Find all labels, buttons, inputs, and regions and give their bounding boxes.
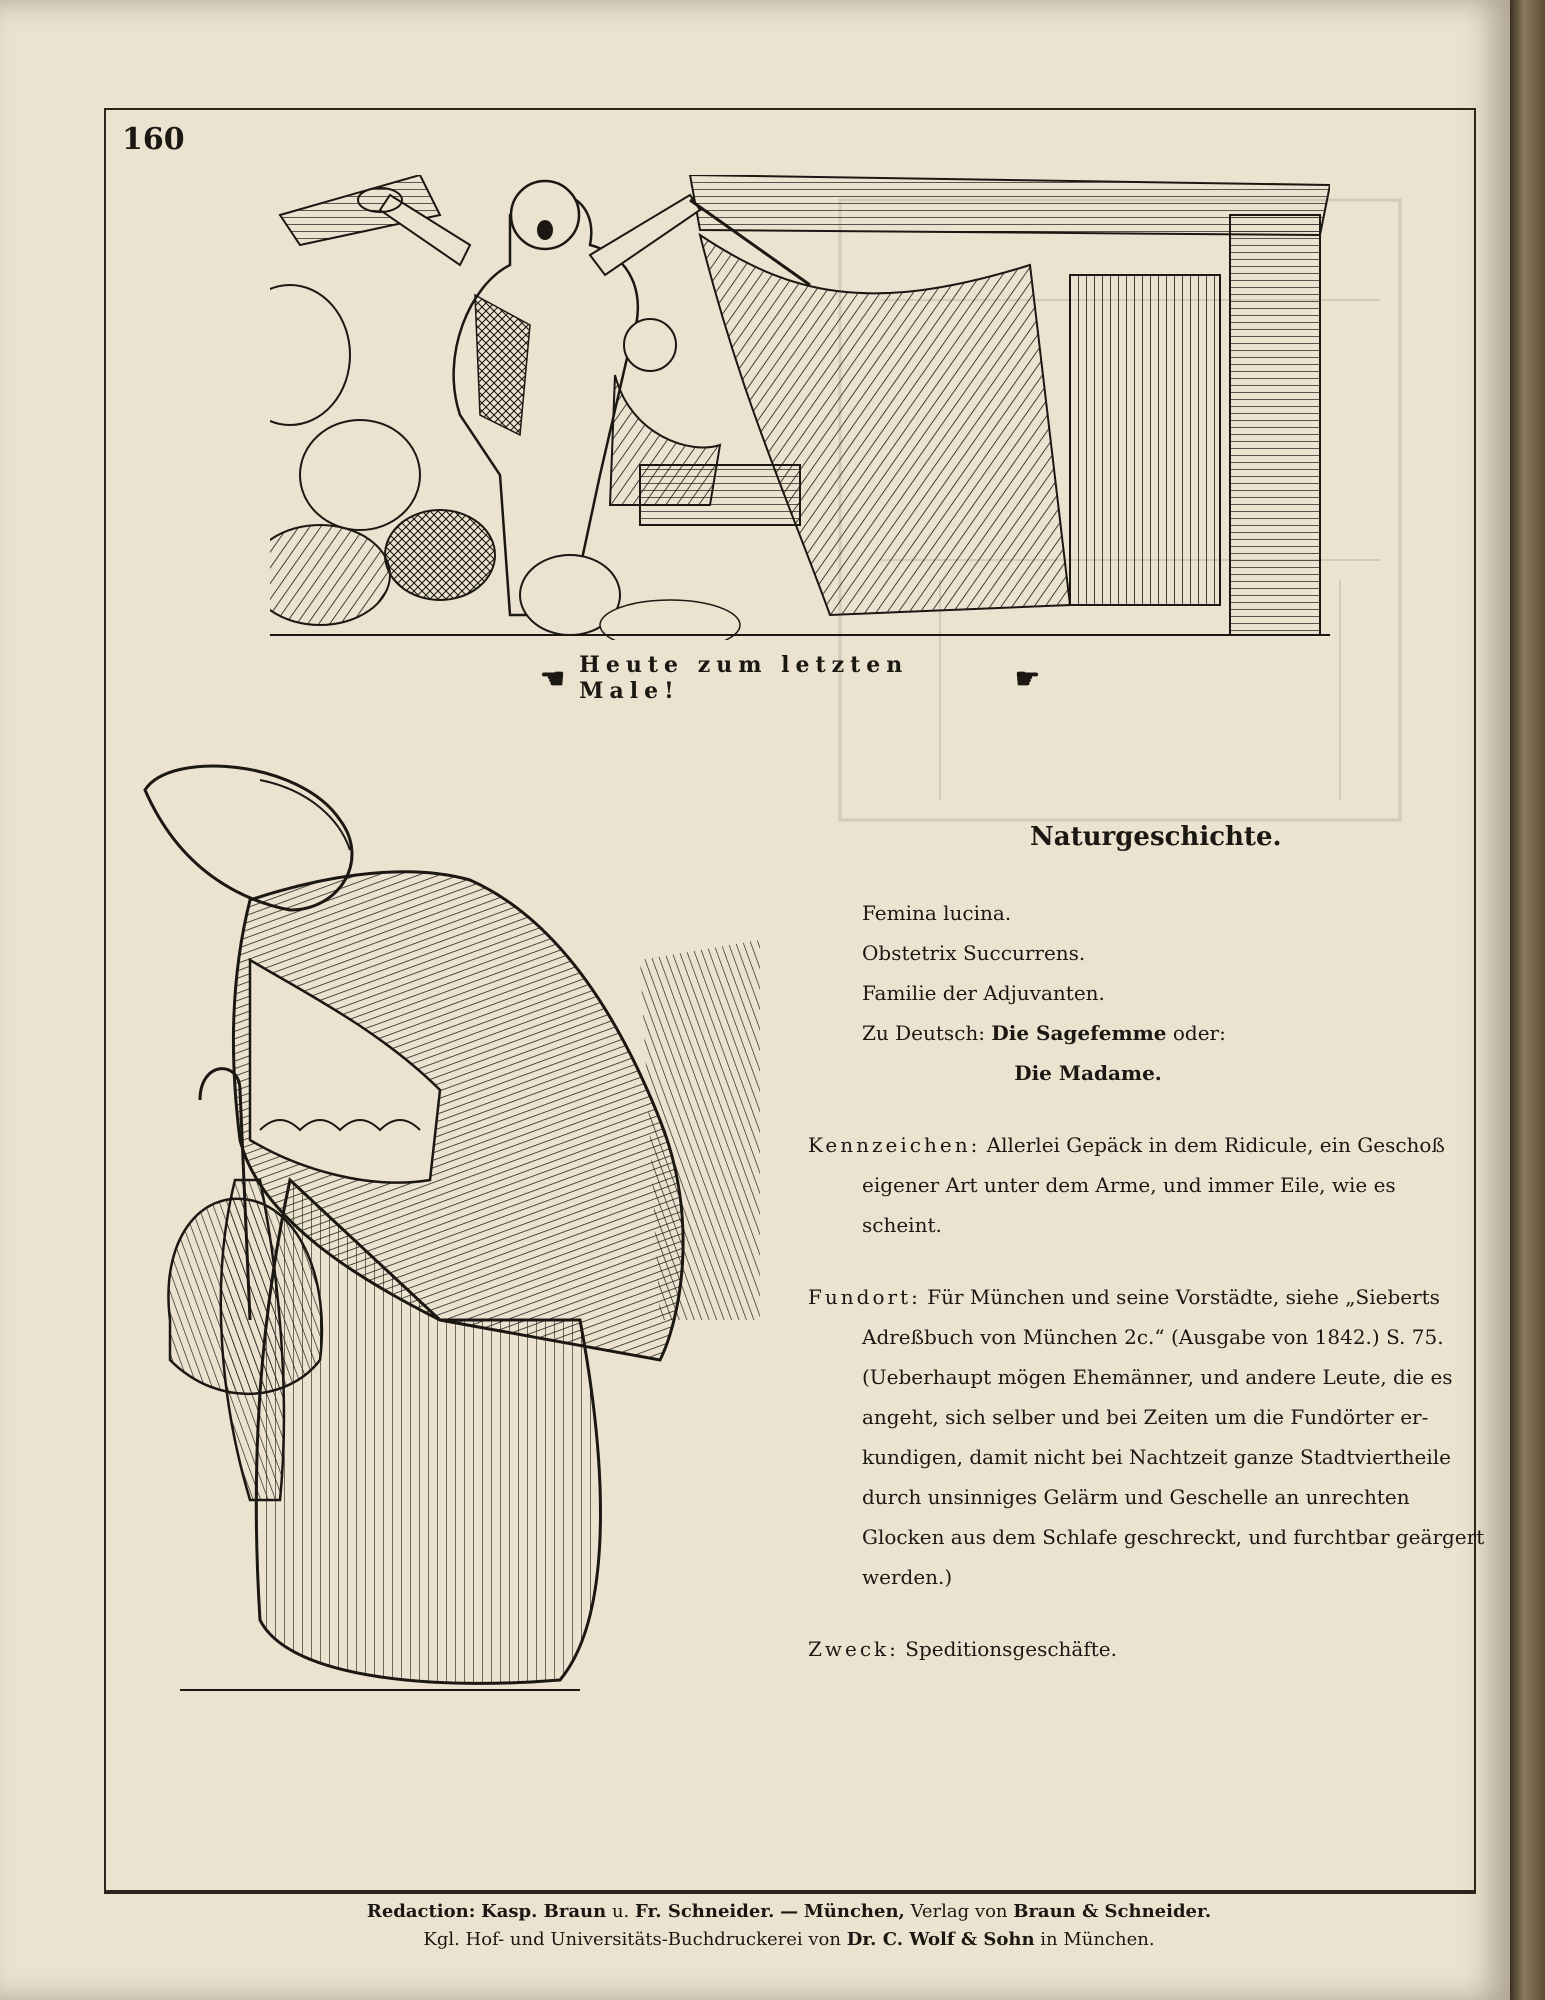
zweck-label: Zweck:	[808, 1637, 899, 1661]
fundort-line-5: kundigen, damit nicht bei Nachtzeit ganze Stadtviertheile	[862, 1445, 1451, 1469]
page-number: 160	[122, 122, 185, 157]
colophon-line-2: Kgl. Hof- und Universitäts-Buchdruckerei von Dr. C. Wolf & Sohn in München.	[423, 1929, 1155, 1950]
colophon	[104, 1890, 1474, 1954]
german-alt-name: Die Madame.	[1014, 1061, 1162, 1085]
book-spine	[1510, 0, 1545, 2000]
section-title: Naturgeschichte.	[1030, 822, 1282, 852]
article-body	[808, 893, 1485, 1669]
fundort-line-8: werden.)	[862, 1565, 953, 1589]
german-prefix: Zu Deutsch:	[862, 1021, 986, 1045]
midwife-illustration	[140, 760, 780, 1760]
fundort-line-4: angeht, sich selber und bei Zeiten um die Fundörter er-	[862, 1405, 1429, 1429]
fair-barker-illustration	[270, 175, 1330, 640]
german-name-line	[808, 1013, 1368, 1053]
pointing-hand-right-icon: ☛	[1014, 661, 1040, 695]
kennzeichen-label: Kennzeichen:	[808, 1133, 981, 1157]
latin-name-2: Obstetrix Succurrens.	[862, 941, 1086, 965]
german-or: oder:	[1172, 1021, 1226, 1045]
kennzeichen-line-2: eigener Art unter dem Arme, und immer Eile, wie es	[862, 1173, 1396, 1197]
colophon-line-1: Redaction: Kasp. Braun u. Fr. Schneider. — München, Verlag von Braun & Schneider.	[366, 1901, 1212, 1922]
pointing-hand-left-icon: ☚	[540, 661, 566, 695]
fundort-line-2: Adreßbuch von München 2c.“ (Ausgabe von 1842.) S. 75.	[862, 1325, 1444, 1349]
kennzeichen-line-1: Kennzeichen: Allerlei Gepäck in dem Ridicule, ein Geschoß	[808, 1133, 1445, 1157]
fundort-line-3: (Ueberhaupt mögen Ehemänner, und andere Leute, die es	[862, 1365, 1453, 1389]
kennzeichen-line-3: scheint.	[862, 1213, 942, 1237]
fundort-line-7: Glocken aus dem Schlafe geschreckt, und furchtbar geärgert	[862, 1525, 1485, 1549]
fundort-label: Fundort:	[808, 1285, 921, 1309]
family-line: Familie der Adjuvanten.	[862, 981, 1105, 1005]
zweck-line: Zweck: Speditionsgeschäfte.	[808, 1637, 1117, 1661]
german-name: Die Sagefemme	[991, 1021, 1167, 1045]
illustration-caption	[540, 652, 1040, 704]
latin-name-1: Femina lucina.	[862, 901, 1012, 925]
fundort-line-6: durch unsinniges Gelärm und Geschelle an unrechten	[862, 1485, 1410, 1509]
caption-text: Heute zum letzten Male!	[579, 652, 909, 704]
fundort-line-1: Fundort: Für München und seine Vorstädte, siehe „Sieberts	[808, 1285, 1440, 1309]
